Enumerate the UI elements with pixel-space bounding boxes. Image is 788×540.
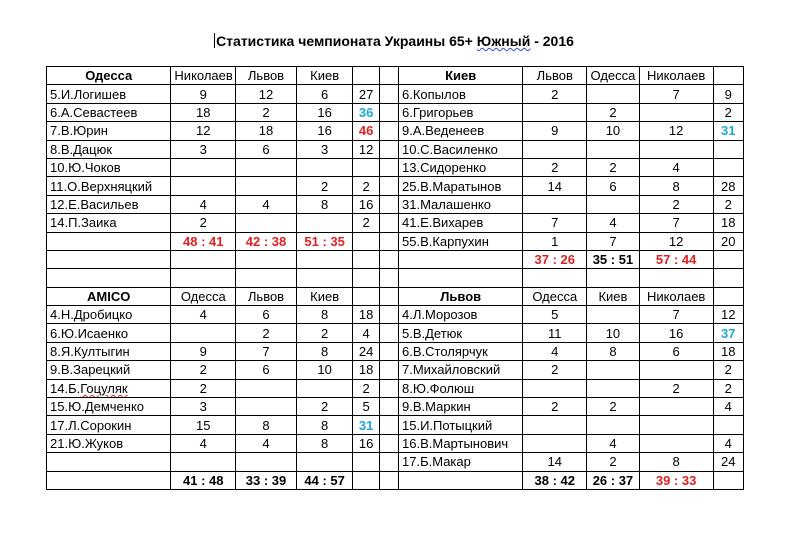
kiev-player-points-2 [639, 103, 713, 121]
separator-cell [379, 269, 398, 287]
odessa-opponent-header-1: Львов [236, 67, 297, 85]
bottom-player-row [47, 416, 744, 434]
bottom-player-row [47, 324, 744, 342]
amico-empty-cell [353, 453, 379, 471]
kiev-player-total: 2 [713, 195, 743, 213]
lviv-team-name: Львов [399, 287, 523, 305]
gap-cell [379, 214, 398, 232]
amico-player-total: 31 [353, 416, 379, 434]
odessa-player-points-0: 9 [171, 85, 236, 103]
kiev-player-points-1: 7 [587, 232, 640, 250]
gap-cell [379, 324, 398, 342]
lviv-player-name: 16.В.Мартынович [399, 434, 523, 452]
lviv-player-name: 9.В.Маркин [399, 398, 523, 416]
kiev-player-points-2: 7 [639, 85, 713, 103]
odessa-empty-cell [171, 250, 236, 268]
kiev-player-points-0: 2 [523, 85, 587, 103]
lviv-player-total: 4 [713, 398, 743, 416]
amico-player-points-0: 3 [171, 398, 236, 416]
lviv-player-total: 18 [713, 342, 743, 360]
odessa-player-name: 11.О.Верхняцкий [47, 177, 171, 195]
amico-score-total [353, 471, 379, 489]
lviv-player-name: 15.И.Потыцкий [399, 416, 523, 434]
top-player-row [47, 177, 744, 195]
lviv-player-total: 2 [713, 361, 743, 379]
kiev-player-points-1: 10 [587, 122, 640, 140]
odessa-player-points-2: 3 [296, 140, 353, 158]
gap-cell [379, 250, 398, 268]
kiev-player-points-2: 4 [639, 158, 713, 176]
lviv-player-points-1: 2 [587, 453, 640, 471]
kiev-player-total [713, 140, 743, 158]
odessa-player-points-0: 4 [171, 195, 236, 213]
top-player-row [47, 158, 744, 176]
amico-player-total: 24 [353, 342, 379, 360]
separator-cell [639, 269, 713, 287]
top-header-row [47, 67, 744, 85]
odessa-player-points-1 [236, 158, 297, 176]
lviv-player-total: 2 [713, 379, 743, 397]
separator-cell [296, 269, 353, 287]
kiev-player-points-1: 4 [587, 214, 640, 232]
gap-cell [379, 379, 398, 397]
lviv-score-total [713, 471, 743, 489]
odessa-player-name: 7.В.Юрин [47, 122, 171, 140]
kiev-team-name: Киев [399, 67, 523, 85]
kiev-player-name: 41.Е.Вихарев [399, 214, 523, 232]
amico-match-score-2: 44 : 57 [296, 471, 353, 489]
odessa-opponent-header-0: Николаев [171, 67, 236, 85]
table-body [47, 67, 744, 490]
odessa-player-points-2: 8 [296, 195, 353, 213]
odessa-player-points-1: 2 [236, 103, 297, 121]
amico-player-points-1: 6 [236, 361, 297, 379]
kiev-player-total: 28 [713, 177, 743, 195]
separator-cell [236, 269, 297, 287]
kiev-player-total: 31 [713, 122, 743, 140]
bottom-player-row [47, 306, 744, 324]
lviv-player-name: 6.В.Столярчук [399, 342, 523, 360]
kiev-player-points-0: 1 [523, 232, 587, 250]
lviv-match-score-2: 39 : 33 [639, 471, 713, 489]
amico-player-points-0: 15 [171, 416, 236, 434]
odessa-player-points-1 [236, 214, 297, 232]
amico-player-points-0: 4 [171, 306, 236, 324]
kiev-player-total: 20 [713, 232, 743, 250]
lviv-player-points-2 [639, 434, 713, 452]
odessa-match-score-2: 51 : 35 [296, 232, 353, 250]
kiev-player-points-2: 12 [639, 232, 713, 250]
odessa-player-total [353, 158, 379, 176]
lviv-player-points-0: 14 [523, 453, 587, 471]
kiev-player-points-1 [587, 140, 640, 158]
amico-player-points-1: 2 [236, 324, 297, 342]
bottom-player-row [47, 342, 744, 360]
amico-score-label [47, 471, 171, 489]
lviv-player-points-2: 6 [639, 342, 713, 360]
amico-player-total: 18 [353, 306, 379, 324]
gap-cell [379, 342, 398, 360]
lviv-player-points-1: 10 [587, 324, 640, 342]
odessa-player-total: 46 [353, 122, 379, 140]
gap-cell [379, 416, 398, 434]
bottom-player-row [47, 434, 744, 452]
odessa-player-points-0: 18 [171, 103, 236, 121]
lviv-player-points-0 [523, 434, 587, 452]
odessa-empty-cell [353, 250, 379, 268]
kiev-player-points-0: 2 [523, 158, 587, 176]
gap-cell [379, 85, 398, 103]
amico-player-name: 9.В.Зарецкий [47, 361, 171, 379]
gap-cell [379, 103, 398, 121]
lviv-player-points-1 [587, 416, 640, 434]
kiev-player-total: 18 [713, 214, 743, 232]
odessa-player-points-0 [171, 158, 236, 176]
kiev-player-points-2: 12 [639, 122, 713, 140]
kiev-player-points-1 [587, 195, 640, 213]
amico-player-name: 6.Ю.Исаенко [47, 324, 171, 342]
odessa-empty-cell [236, 250, 297, 268]
amico-empty-cell [47, 453, 171, 471]
amico-player-points-1: 7 [236, 342, 297, 360]
odessa-score-label [47, 232, 171, 250]
odessa-player-points-0: 12 [171, 122, 236, 140]
amico-player-name: 15.Ю.Демченко [47, 398, 171, 416]
odessa-player-points-2: 2 [296, 177, 353, 195]
gap-cell [379, 158, 398, 176]
kiev-player-points-1: 2 [587, 103, 640, 121]
odessa-player-points-2: 6 [296, 85, 353, 103]
text-cursor [214, 33, 215, 48]
lviv-player-total [713, 416, 743, 434]
kiev-score-label [399, 250, 523, 268]
kiev-opponent-header-1: Одесса [587, 67, 640, 85]
gap-cell [379, 398, 398, 416]
lviv-player-name: 17.Б.Макар [399, 453, 523, 471]
odessa-player-name: 8.В.Дацюк [47, 140, 171, 158]
kiev-match-score-0: 37 : 26 [523, 250, 587, 268]
lviv-opponent-header-2: Николаев [639, 287, 713, 305]
lviv-player-points-2: 16 [639, 324, 713, 342]
kiev-player-points-2: 7 [639, 214, 713, 232]
kiev-player-points-2: 8 [639, 177, 713, 195]
kiev-player-total [713, 158, 743, 176]
lviv-player-points-1 [587, 379, 640, 397]
odessa-player-total: 2 [353, 214, 379, 232]
kiev-total-header [713, 67, 743, 85]
amico-opponent-header-0: Одесса [171, 287, 236, 305]
odessa-player-points-2 [296, 214, 353, 232]
amico-player-points-0: 4 [171, 434, 236, 452]
lviv-player-points-2 [639, 361, 713, 379]
amico-empty-cell [296, 453, 353, 471]
amico-player-points-2: 8 [296, 434, 353, 452]
odessa-total-header [353, 67, 379, 85]
top-player-row [47, 140, 744, 158]
separator-cell [353, 269, 379, 287]
kiev-player-points-0 [523, 140, 587, 158]
odessa-player-name: 12.Е.Васильев [47, 195, 171, 213]
lviv-player-total: 4 [713, 434, 743, 452]
odessa-player-points-2: 16 [296, 122, 353, 140]
top-score-row [47, 250, 744, 268]
kiev-player-points-1: 2 [587, 158, 640, 176]
lviv-player-points-1 [587, 306, 640, 324]
separator-cell [523, 269, 587, 287]
lviv-player-points-0: 2 [523, 398, 587, 416]
odessa-player-points-1: 6 [236, 140, 297, 158]
gap-cell [379, 122, 398, 140]
lviv-player-points-0: 5 [523, 306, 587, 324]
lviv-player-points-2 [639, 398, 713, 416]
odessa-player-points-1 [236, 177, 297, 195]
lviv-player-name: 8.Ю.Фолюш [399, 379, 523, 397]
gap-cell [379, 287, 398, 305]
kiev-player-points-2 [639, 140, 713, 158]
gap-cell [379, 306, 398, 324]
top-player-row [47, 122, 744, 140]
lviv-player-points-0: 4 [523, 342, 587, 360]
separator-cell [713, 269, 743, 287]
odessa-player-total: 36 [353, 103, 379, 121]
page-title: Статистика чемпионата Украины 65+ Южный - 2016 [216, 33, 574, 49]
lviv-player-points-2: 2 [639, 379, 713, 397]
odessa-score-total [353, 232, 379, 250]
odessa-player-name: 10.Ю.Чоков [47, 158, 171, 176]
amico-player-points-1: 6 [236, 306, 297, 324]
amico-team-name: AMICO [47, 287, 171, 305]
amico-player-points-1 [236, 379, 297, 397]
lviv-score-label [399, 471, 523, 489]
gap-cell [379, 232, 398, 250]
separator-cell [399, 269, 523, 287]
lviv-player-points-1: 8 [587, 342, 640, 360]
amico-player-points-0: 2 [171, 361, 236, 379]
lviv-player-points-0 [523, 379, 587, 397]
lviv-player-points-0: 11 [523, 324, 587, 342]
kiev-player-name: 55.В.Карпухин [399, 232, 523, 250]
odessa-player-points-0: 3 [171, 140, 236, 158]
lviv-player-total: 12 [713, 306, 743, 324]
odessa-player-points-1: 4 [236, 195, 297, 213]
lviv-player-points-2 [639, 416, 713, 434]
top-player-row [47, 85, 744, 103]
odessa-player-total: 16 [353, 195, 379, 213]
bottom-player-row [47, 398, 744, 416]
amico-player-total: 5 [353, 398, 379, 416]
separator-row [47, 269, 744, 287]
lviv-player-total: 24 [713, 453, 743, 471]
odessa-player-name: 14.П.Заика [47, 214, 171, 232]
amico-player-points-1: 4 [236, 434, 297, 452]
amico-player-name: 21.Ю.Жуков [47, 434, 171, 452]
odessa-player-total: 12 [353, 140, 379, 158]
amico-opponent-header-1: Львов [236, 287, 297, 305]
kiev-player-name: 9.А.Веденеев [399, 122, 523, 140]
lviv-match-score-1: 26 : 37 [587, 471, 640, 489]
lviv-player-name: 5.В.Детюк [399, 324, 523, 342]
kiev-player-points-0 [523, 195, 587, 213]
gap-cell [379, 177, 398, 195]
amico-player-points-2: 8 [296, 306, 353, 324]
amico-empty-cell [236, 453, 297, 471]
gap-cell [379, 140, 398, 158]
kiev-player-points-0: 7 [523, 214, 587, 232]
kiev-match-score-2: 57 : 44 [639, 250, 713, 268]
kiev-player-name: 31.Малашенко [399, 195, 523, 213]
odessa-player-points-1: 18 [236, 122, 297, 140]
gap-cell [379, 361, 398, 379]
kiev-player-points-0: 14 [523, 177, 587, 195]
kiev-player-points-0 [523, 103, 587, 121]
top-player-row [47, 195, 744, 213]
gap-cell [379, 453, 398, 471]
kiev-player-name: 6.Григорьев [399, 103, 523, 121]
kiev-opponent-header-2: Николаев [639, 67, 713, 85]
amico-empty-cell [171, 453, 236, 471]
lviv-opponent-header-0: Одесса [523, 287, 587, 305]
amico-player-points-1 [236, 398, 297, 416]
amico-player-total: 16 [353, 434, 379, 452]
lviv-player-points-1 [587, 361, 640, 379]
odessa-player-points-0: 2 [171, 214, 236, 232]
odessa-player-points-0 [171, 177, 236, 195]
statistics-table [46, 66, 744, 490]
odessa-match-score-0: 48 : 41 [171, 232, 236, 250]
lviv-player-total: 37 [713, 324, 743, 342]
bottom-player-row [47, 453, 744, 471]
lviv-player-points-0: 2 [523, 361, 587, 379]
odessa-player-total: 2 [353, 177, 379, 195]
kiev-player-points-1 [587, 85, 640, 103]
amico-player-name: 17.Л.Сорокин [47, 416, 171, 434]
lviv-player-points-2: 8 [639, 453, 713, 471]
odessa-empty-cell [296, 250, 353, 268]
amico-player-points-2: 10 [296, 361, 353, 379]
amico-player-name: 14.Б.Гоцуляк [47, 379, 171, 397]
lviv-total-header [713, 287, 743, 305]
amico-player-points-0 [171, 324, 236, 342]
odessa-opponent-header-2: Киев [296, 67, 353, 85]
amico-opponent-header-2: Киев [296, 287, 353, 305]
amico-player-points-2: 8 [296, 416, 353, 434]
bottom-player-row [47, 361, 744, 379]
top-player-row [47, 103, 744, 121]
amico-total-header [353, 287, 379, 305]
amico-player-total: 18 [353, 361, 379, 379]
top-player-row [47, 232, 744, 250]
amico-player-points-0: 2 [171, 379, 236, 397]
amico-player-name: 4.Н.Дробицко [47, 306, 171, 324]
separator-cell [47, 269, 171, 287]
separator-cell [171, 269, 236, 287]
bottom-header-row [47, 287, 744, 305]
gap-cell [379, 471, 398, 489]
lviv-player-points-0 [523, 416, 587, 434]
gap-cell [379, 434, 398, 452]
amico-match-score-1: 33 : 39 [236, 471, 297, 489]
kiev-player-points-2: 2 [639, 195, 713, 213]
kiev-player-name: 10.С.Василенко [399, 140, 523, 158]
kiev-opponent-header-0: Львов [523, 67, 587, 85]
lviv-player-points-2: 7 [639, 306, 713, 324]
spellcheck-word: Южный [476, 33, 531, 49]
lviv-player-name: 7.Михайловский [399, 361, 523, 379]
kiev-player-points-1: 6 [587, 177, 640, 195]
lviv-player-points-1: 4 [587, 434, 640, 452]
amico-match-score-0: 41 : 48 [171, 471, 236, 489]
kiev-player-points-0: 9 [523, 122, 587, 140]
lviv-opponent-header-1: Киев [587, 287, 640, 305]
top-player-row [47, 214, 744, 232]
kiev-player-name: 6.Копылов [399, 85, 523, 103]
odessa-player-points-1: 12 [236, 85, 297, 103]
lviv-match-score-0: 38 : 42 [523, 471, 587, 489]
kiev-player-name: 13.Сидоренко [399, 158, 523, 176]
amico-player-total: 2 [353, 379, 379, 397]
amico-player-name: 8.Я.Култыгин [47, 342, 171, 360]
odessa-player-name: 5.И.Логишев [47, 85, 171, 103]
kiev-player-name: 25.В.Маратынов [399, 177, 523, 195]
odessa-empty-cell [47, 250, 171, 268]
odessa-player-points-2: 16 [296, 103, 353, 121]
lviv-player-points-1: 2 [587, 398, 640, 416]
kiev-match-score-1: 35 : 51 [587, 250, 640, 268]
odessa-team-name: Одесса [47, 67, 171, 85]
amico-player-points-2: 2 [296, 324, 353, 342]
bottom-score-row [47, 471, 744, 489]
odessa-player-points-2 [296, 158, 353, 176]
amico-player-points-0: 9 [171, 342, 236, 360]
lviv-player-name: 4.Л.Морозов [399, 306, 523, 324]
bottom-player-row [47, 379, 744, 397]
odessa-player-total: 27 [353, 85, 379, 103]
odessa-match-score-1: 42 : 38 [236, 232, 297, 250]
kiev-player-total: 2 [713, 103, 743, 121]
amico-player-points-2: 8 [296, 342, 353, 360]
kiev-score-total [713, 250, 743, 268]
amico-player-total: 4 [353, 324, 379, 342]
odessa-player-name: 6.А.Севастеев [47, 103, 171, 121]
amico-player-points-1: 8 [236, 416, 297, 434]
amico-player-points-2: 2 [296, 398, 353, 416]
gap-cell [379, 67, 398, 85]
separator-cell [587, 269, 640, 287]
gap-cell [379, 195, 398, 213]
amico-player-points-2 [296, 379, 353, 397]
kiev-player-total: 9 [713, 85, 743, 103]
